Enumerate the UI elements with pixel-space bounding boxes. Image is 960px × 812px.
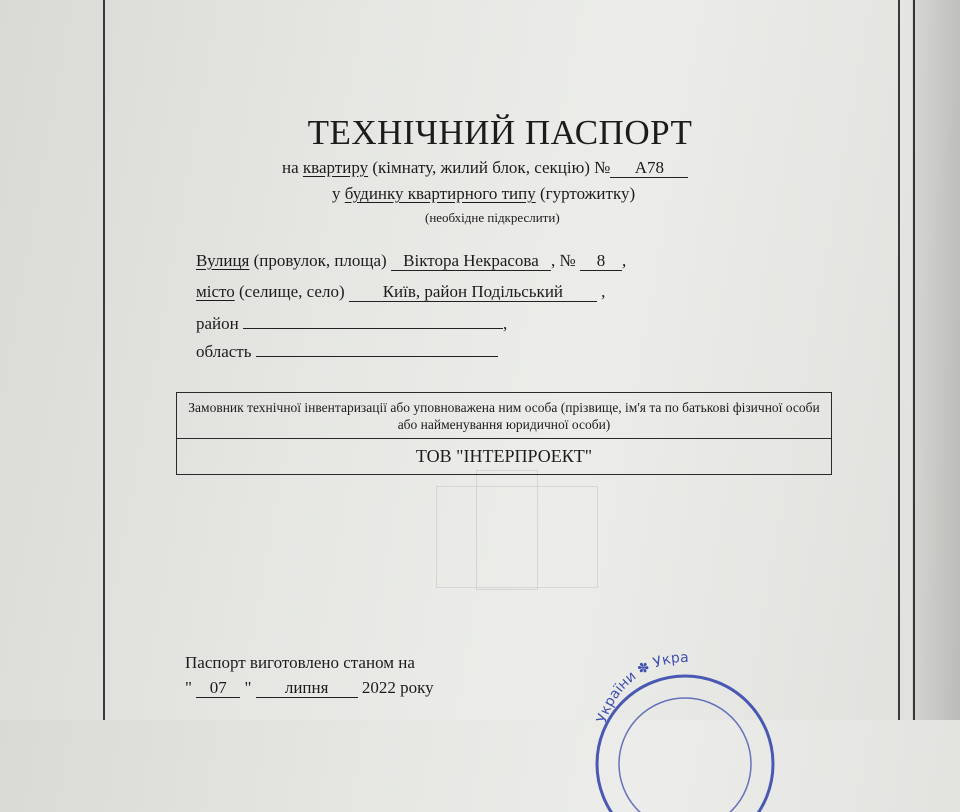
issued-date-row: " 07 " липня 2022 року	[185, 678, 434, 697]
city-row: місто (селище, село) Київ, район Подільський ,	[196, 282, 606, 301]
region-row: область	[196, 338, 498, 362]
city-label: місто	[196, 282, 235, 301]
underlined-building: будинку квартирного типу	[344, 184, 536, 203]
street-value-field: Віктора Некрасова	[391, 252, 551, 271]
issued-year: 2022 року	[361, 678, 434, 697]
issued-month-field: липня	[256, 679, 358, 698]
issued-day-field: 07	[196, 679, 240, 698]
street-label: Вулиця	[196, 251, 250, 270]
show-through-frame	[476, 470, 538, 590]
underline-note: (необхідне підкреслити)	[425, 210, 560, 225]
official-stamp	[585, 649, 785, 812]
customer-box	[176, 392, 832, 475]
city-value-field: Київ, район Подільський	[349, 283, 597, 302]
house-number-field: 8	[580, 252, 622, 271]
district-row: район ,	[196, 310, 507, 334]
document-title: ТЕХНІЧНИЙ ПАСПОРТ	[307, 113, 693, 152]
underlined-apartment: квартиру	[302, 158, 369, 177]
subtitle-line-apartment: на квартиру (кімнату, жилий блок, секцію) № А78	[282, 158, 688, 178]
stamp-text: України ✽ Укра	[593, 649, 689, 725]
street-row: Вулиця (провулок, площа) Віктора Некрасова , № 8 ,	[196, 251, 627, 270]
customer-name: ТОВ "ІНТЕРПРОЕКТ"	[415, 446, 593, 466]
right-border-line	[898, 0, 900, 720]
page-edge-shadow	[912, 0, 960, 720]
left-border-line	[103, 0, 105, 720]
subtitle-line-building: у будинку квартирного типу (гуртожитку)	[332, 184, 636, 203]
apartment-number-field: А78	[610, 159, 688, 178]
region-value-field	[256, 338, 498, 357]
issued-label: Паспорт виготовлено станом на	[185, 653, 415, 672]
customer-box-header: Замовник технічної інвентаризації або уповноважена ним особа (прізвище, ім'я та по батькові фізичної особи або найменування юридичної особи)	[177, 393, 831, 439]
district-value-field	[243, 310, 503, 329]
